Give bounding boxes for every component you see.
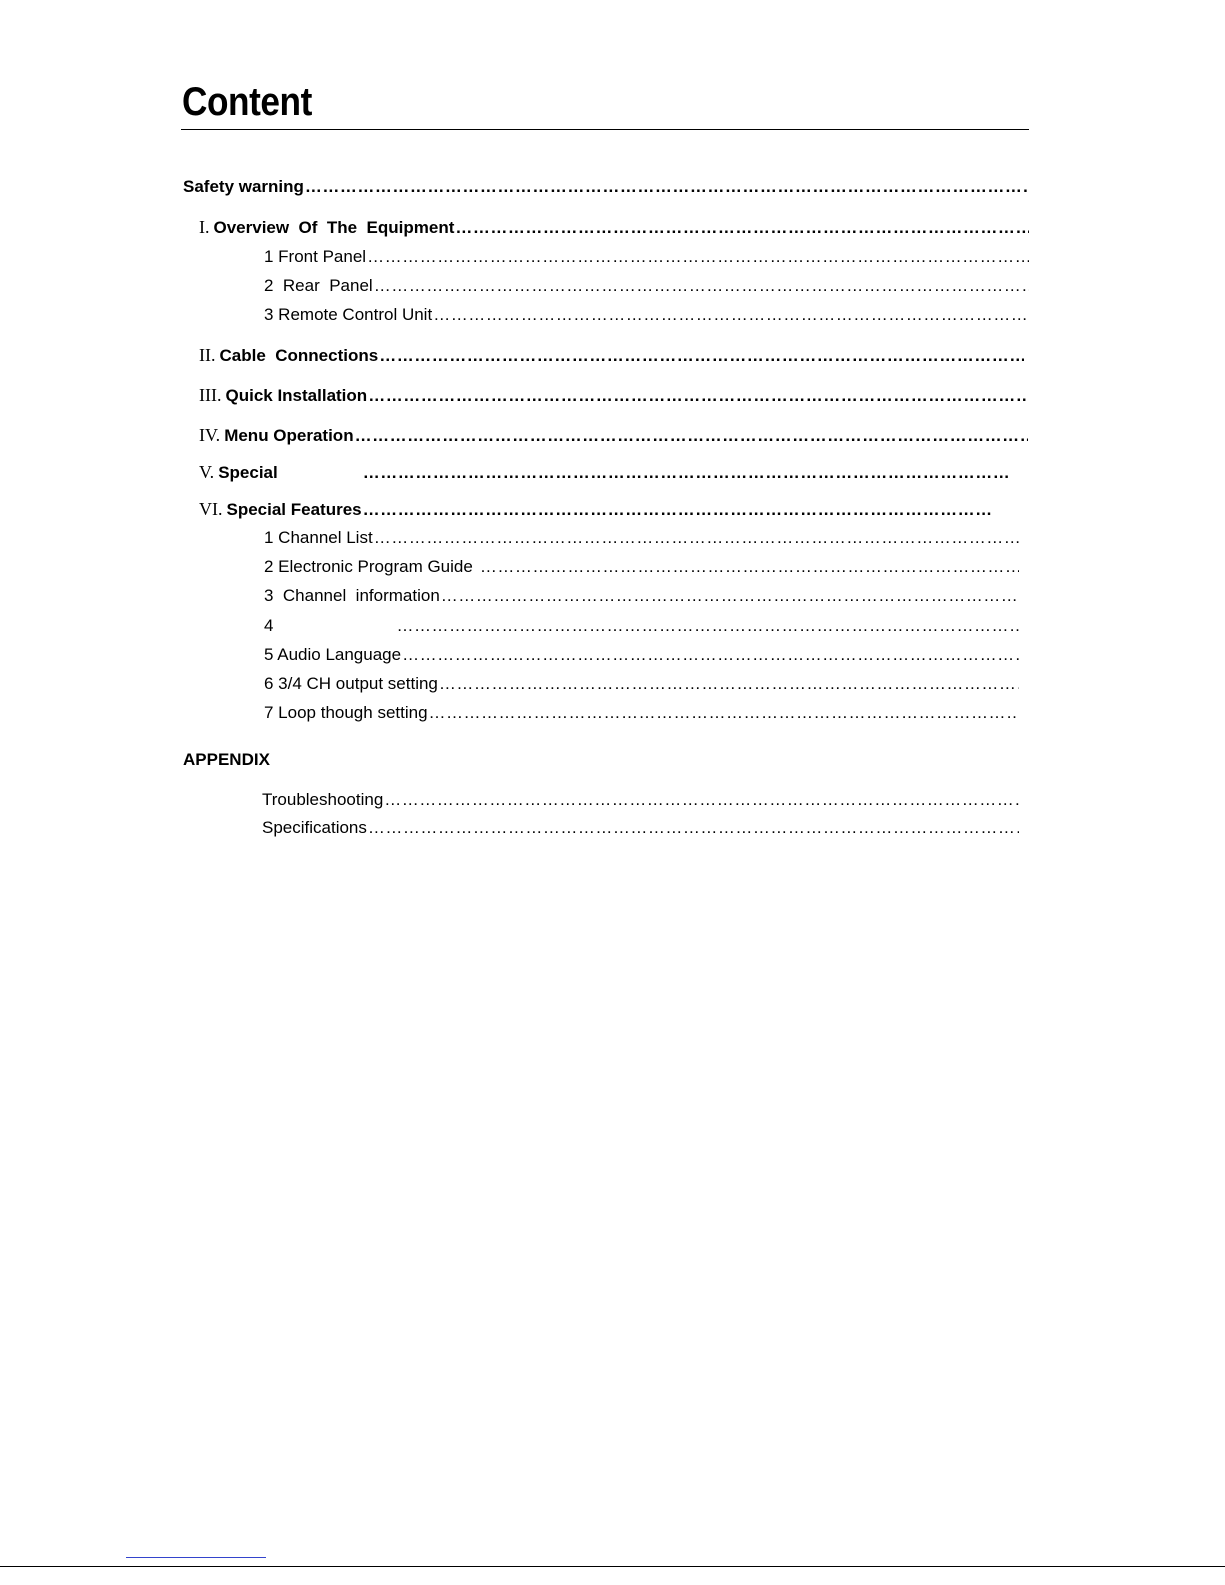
dot-leader bbox=[374, 276, 1029, 296]
dot-leader bbox=[455, 218, 1029, 238]
dot-leader bbox=[439, 674, 1019, 694]
toc-entry-label: 6 3/4 CH output setting bbox=[264, 674, 438, 693]
toc-entry-label: Special Features bbox=[226, 500, 362, 519]
page-title: Content bbox=[182, 80, 312, 124]
toc-entry-rear-panel[interactable] bbox=[264, 276, 1029, 300]
toc-entry-label: Troubleshooting bbox=[262, 790, 384, 809]
toc-entry-label: 1 Channel List bbox=[264, 528, 373, 547]
toc-entry-audio-language[interactable] bbox=[264, 645, 1019, 669]
dot-leader bbox=[379, 346, 1024, 366]
dot-leader bbox=[363, 463, 1010, 483]
toc-entry-label: 5 Audio Language bbox=[264, 645, 402, 664]
toc-entry-label: Quick Installation bbox=[225, 386, 368, 405]
dot-leader bbox=[355, 426, 1028, 446]
section-numeral: V. bbox=[199, 462, 215, 482]
toc-entry-loop-though-setting[interactable] bbox=[264, 703, 1019, 727]
toc-entry-label: Overview Of The Equipment bbox=[213, 218, 455, 237]
toc-entry-label: 2 Rear Panel bbox=[264, 276, 373, 295]
section-numeral: VI. bbox=[199, 499, 223, 519]
section-numeral: IV. bbox=[199, 425, 221, 445]
toc-entry-label: 3 Remote Control Unit bbox=[264, 305, 433, 324]
dot-leader bbox=[363, 500, 992, 520]
toc-entry-label: Menu Operation bbox=[224, 426, 354, 445]
dot-leader bbox=[305, 177, 1029, 197]
toc-entry-cable-connections[interactable] bbox=[199, 345, 1024, 369]
appendix-heading: APPENDIX bbox=[183, 750, 270, 769]
toc-entry-label: 1 Front Panel bbox=[264, 247, 367, 266]
toc-entry-item-4[interactable] bbox=[264, 616, 1019, 640]
toc-entry-troubleshooting[interactable] bbox=[262, 790, 1019, 814]
toc-entry-front-panel[interactable] bbox=[264, 247, 1029, 271]
toc-entry-remote-control-unit[interactable] bbox=[264, 305, 1029, 329]
dot-leader bbox=[367, 247, 1029, 267]
toc-entry-safety-warning[interactable] bbox=[183, 177, 1029, 201]
toc-entry-label: Special bbox=[218, 463, 278, 482]
dot-leader bbox=[384, 790, 1019, 810]
section-numeral: I. bbox=[199, 217, 210, 237]
dot-leader bbox=[402, 645, 1019, 665]
toc-entry-34ch-output-setting[interactable] bbox=[264, 674, 1019, 698]
dot-leader bbox=[396, 616, 1019, 636]
section-numeral: II. bbox=[199, 345, 216, 365]
toc-entry-special-features[interactable] bbox=[199, 499, 992, 523]
toc-entry-special[interactable] bbox=[199, 462, 1010, 486]
toc-entry-label: 7 Loop though setting bbox=[264, 703, 428, 722]
dot-leader bbox=[429, 703, 1019, 723]
dot-leader bbox=[368, 818, 1019, 838]
section-numeral: III. bbox=[199, 385, 222, 405]
toc-entry-label: 2 Electronic Program Guide bbox=[264, 557, 473, 576]
dot-leader bbox=[433, 305, 1029, 325]
footer-link-underline bbox=[126, 1557, 266, 1558]
page-bottom-rule bbox=[0, 1566, 1225, 1567]
title-underline bbox=[181, 129, 1029, 130]
toc-entry-specifications[interactable] bbox=[262, 818, 1019, 842]
dot-leader bbox=[441, 586, 1019, 606]
toc-entry-menu-operation[interactable] bbox=[199, 425, 1028, 449]
toc-entry-quick-installation[interactable] bbox=[199, 385, 1026, 409]
toc-entry-label: 4 bbox=[264, 616, 274, 635]
dot-leader bbox=[368, 386, 1026, 406]
toc-entry-label: 3 Channel information bbox=[264, 586, 440, 605]
toc-entry-label: Cable Connections bbox=[219, 346, 379, 365]
toc-entry-label: Specifications bbox=[262, 818, 367, 837]
toc-entry-label: Safety warning bbox=[183, 177, 304, 196]
dot-leader bbox=[374, 528, 1019, 548]
dot-leader bbox=[480, 557, 1019, 577]
toc-entry-channel-information[interactable] bbox=[264, 586, 1019, 610]
toc-entry-channel-list[interactable] bbox=[264, 528, 1019, 552]
toc-entry-overview[interactable] bbox=[199, 217, 1029, 241]
toc-entry-electronic-program-guide[interactable] bbox=[264, 557, 1019, 581]
